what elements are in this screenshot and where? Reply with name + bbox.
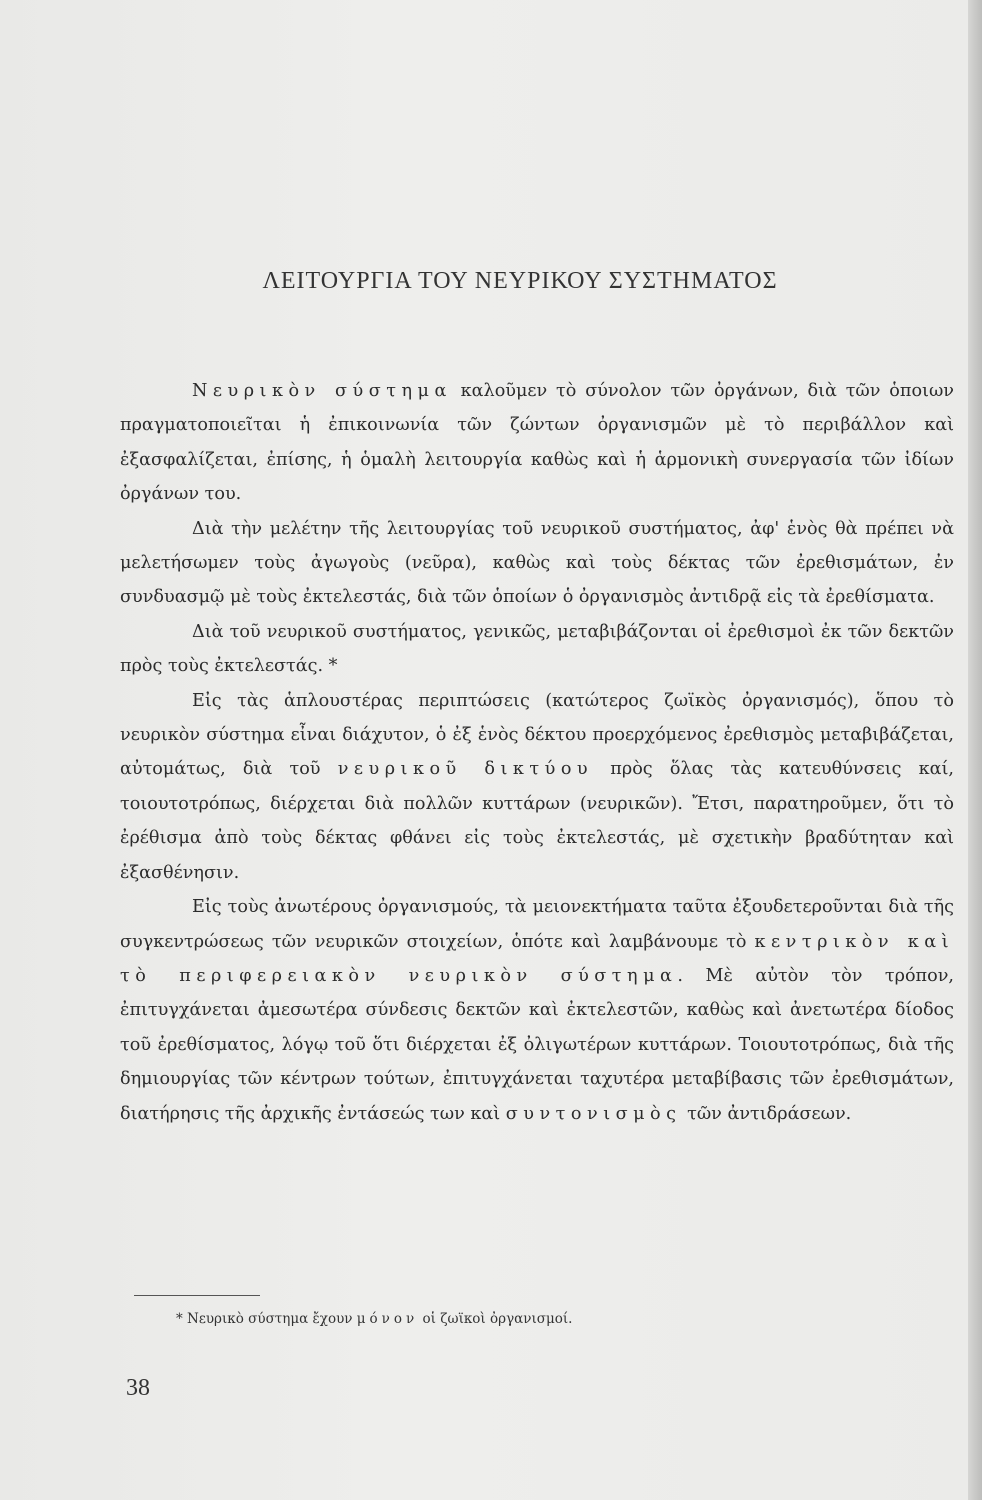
- body-text: [120, 374, 954, 1131]
- page-title: ΛΕΙΤΟΥΡΓΙΑ ΤΟΥ ΝΕΥΡΙΚΟΥ ΣΥΣΤΗΜΑΤΟΣ: [262, 268, 778, 294]
- paragraph-2: Διὰ τὴν μελέτην τῆς λειτουργίας τοῦ νευρικοῦ συστήματος, ἀφ' ἑνὸς θὰ πρέπει νὰ μελετήσωμεν τοὺς ἀγωγοὺς (νεῦρα), καθὼς καὶ τοὺς δέκτας τῶν ἐρεθισμάτων, ἐν συνδυασμῷ μὲ τοὺς ἐκτελεστάς, διὰ τῶν ὁποίων ὁ ὀργανισμὸς ἀντιδρᾷ εἰς τὰ ἐρεθίσματα.: [120, 518, 954, 608]
- footnote-text: οἱ ζωϊκοὶ ὀργανισμοί.: [418, 1311, 573, 1327]
- emphasized-term: Νευρικὸν σύστημα: [192, 381, 452, 401]
- paragraph-text: τῶν ἀντιδράσεων.: [681, 1103, 852, 1124]
- page-number: 38: [126, 1375, 150, 1401]
- paragraph-text: Εἰς τὰς ἁπλουστέρας περιπτώσεις (κατώτερος ζωϊκὸς ὀργανισμός), ὅπου τὸ νευρικὸν σύστημα εἶναι διάχυτον, ὁ ἐξ ἑνὸς δέκτου προερχόμενος ἐρεθισμὸς μεταβιβάζεται, αὐτομάτως, διὰ τοῦ: [120, 690, 954, 780]
- paragraph-3: Διὰ τοῦ νευρικοῦ συστήματος, γενικῶς, μεταβιβάζονται οἱ ἐρεθισμοὶ ἐκ τῶν δεκτῶν πρὸς τοὺς ἐκτελεστάς. *: [120, 621, 954, 677]
- paragraph-4: [120, 684, 954, 890]
- paragraph-5: [120, 890, 954, 1131]
- paragraph-text: πρὸς ὅλας τὰς κατευθύνσεις καί, τοιουτοτρόπως, διέρχεται διὰ πολλῶν κυττάρων (νευρικῶν). Ἔτσι, παρατηροῦμεν, ὅτι τὸ ἐρέθισμα ἀπὸ τοὺς δέκτας φθάνει εἰς τοὺς ἐκτελεστάς, μὲ σχετικὴν βραδύτηταν καὶ ἐξασθένησιν.: [120, 759, 954, 883]
- emphasized-term: νευρικοῦ δικτύου: [337, 759, 594, 780]
- footnote: [176, 1311, 572, 1327]
- page-edge-shadow: [968, 0, 982, 1500]
- paragraph-1: [120, 374, 954, 512]
- paragraph-text: Εἰς τοὺς ἀνωτέρους ὀργανισμούς, τὰ μειονεκτήματα ταῦτα ἐξουδετεροῦνται διὰ τῆς συγκεντρώσεως τῶν νευρικῶν στοιχείων, ὁπότε καὶ λαμβάνουμε τὸ: [120, 897, 954, 952]
- footnote-divider: [134, 1295, 260, 1296]
- footnote-text: * Νευρικὸ σύστημα ἔχουν: [176, 1311, 357, 1327]
- paragraph-text: καλοῦμεν τὸ σύνολον τῶν ὀργάνων, διὰ τῶν ὁποιων πραγματοποιεῖται ἡ ἐπικοινωνία τῶν ζώντων ὀργανισμῶν μὲ τὸ περιβάλλον καὶ ἐξασφαλίζεται, ἐπίσης, ἡ ὁμαλὴ λειτουργία καθὼς καὶ ἡ ἁρμονικὴ συνεργασία τῶν ἰδίων ὀργάνων του.: [120, 381, 954, 505]
- emphasized-term: συντονισμὸς: [505, 1103, 682, 1124]
- emphasized-term: κεντρικὸν καὶ τὸ περιφερειακὸν νευρικὸν σύστημα: [120, 931, 954, 986]
- footnote-emphasis: μόνον: [356, 1311, 419, 1327]
- paragraph-text: . Μὲ αὐτὸν τὸν τρόπον, ἐπιτυγχάνεται ἀμεσωτέρα σύνδεσις δεκτῶν καὶ ἐκτελεστῶν, καθὼς καὶ ἀνετωτέρα δίοδος τοῦ ἐρεθίσματος, λόγῳ τοῦ ὅτι διέρχεται ἐξ ὀλιγωτέρων κυττάρων. Τοιουτοτρόπως, διὰ τῆς δημιουργίας τῶν κέντρων τούτων, ἐπιτυγχάνεται ταχυτέρα μεταβίβασις τῶν ἐρεθισμάτων, διατήρησις τῆς ἀρχικῆς ἐντάσεώς των καὶ: [120, 965, 954, 1124]
